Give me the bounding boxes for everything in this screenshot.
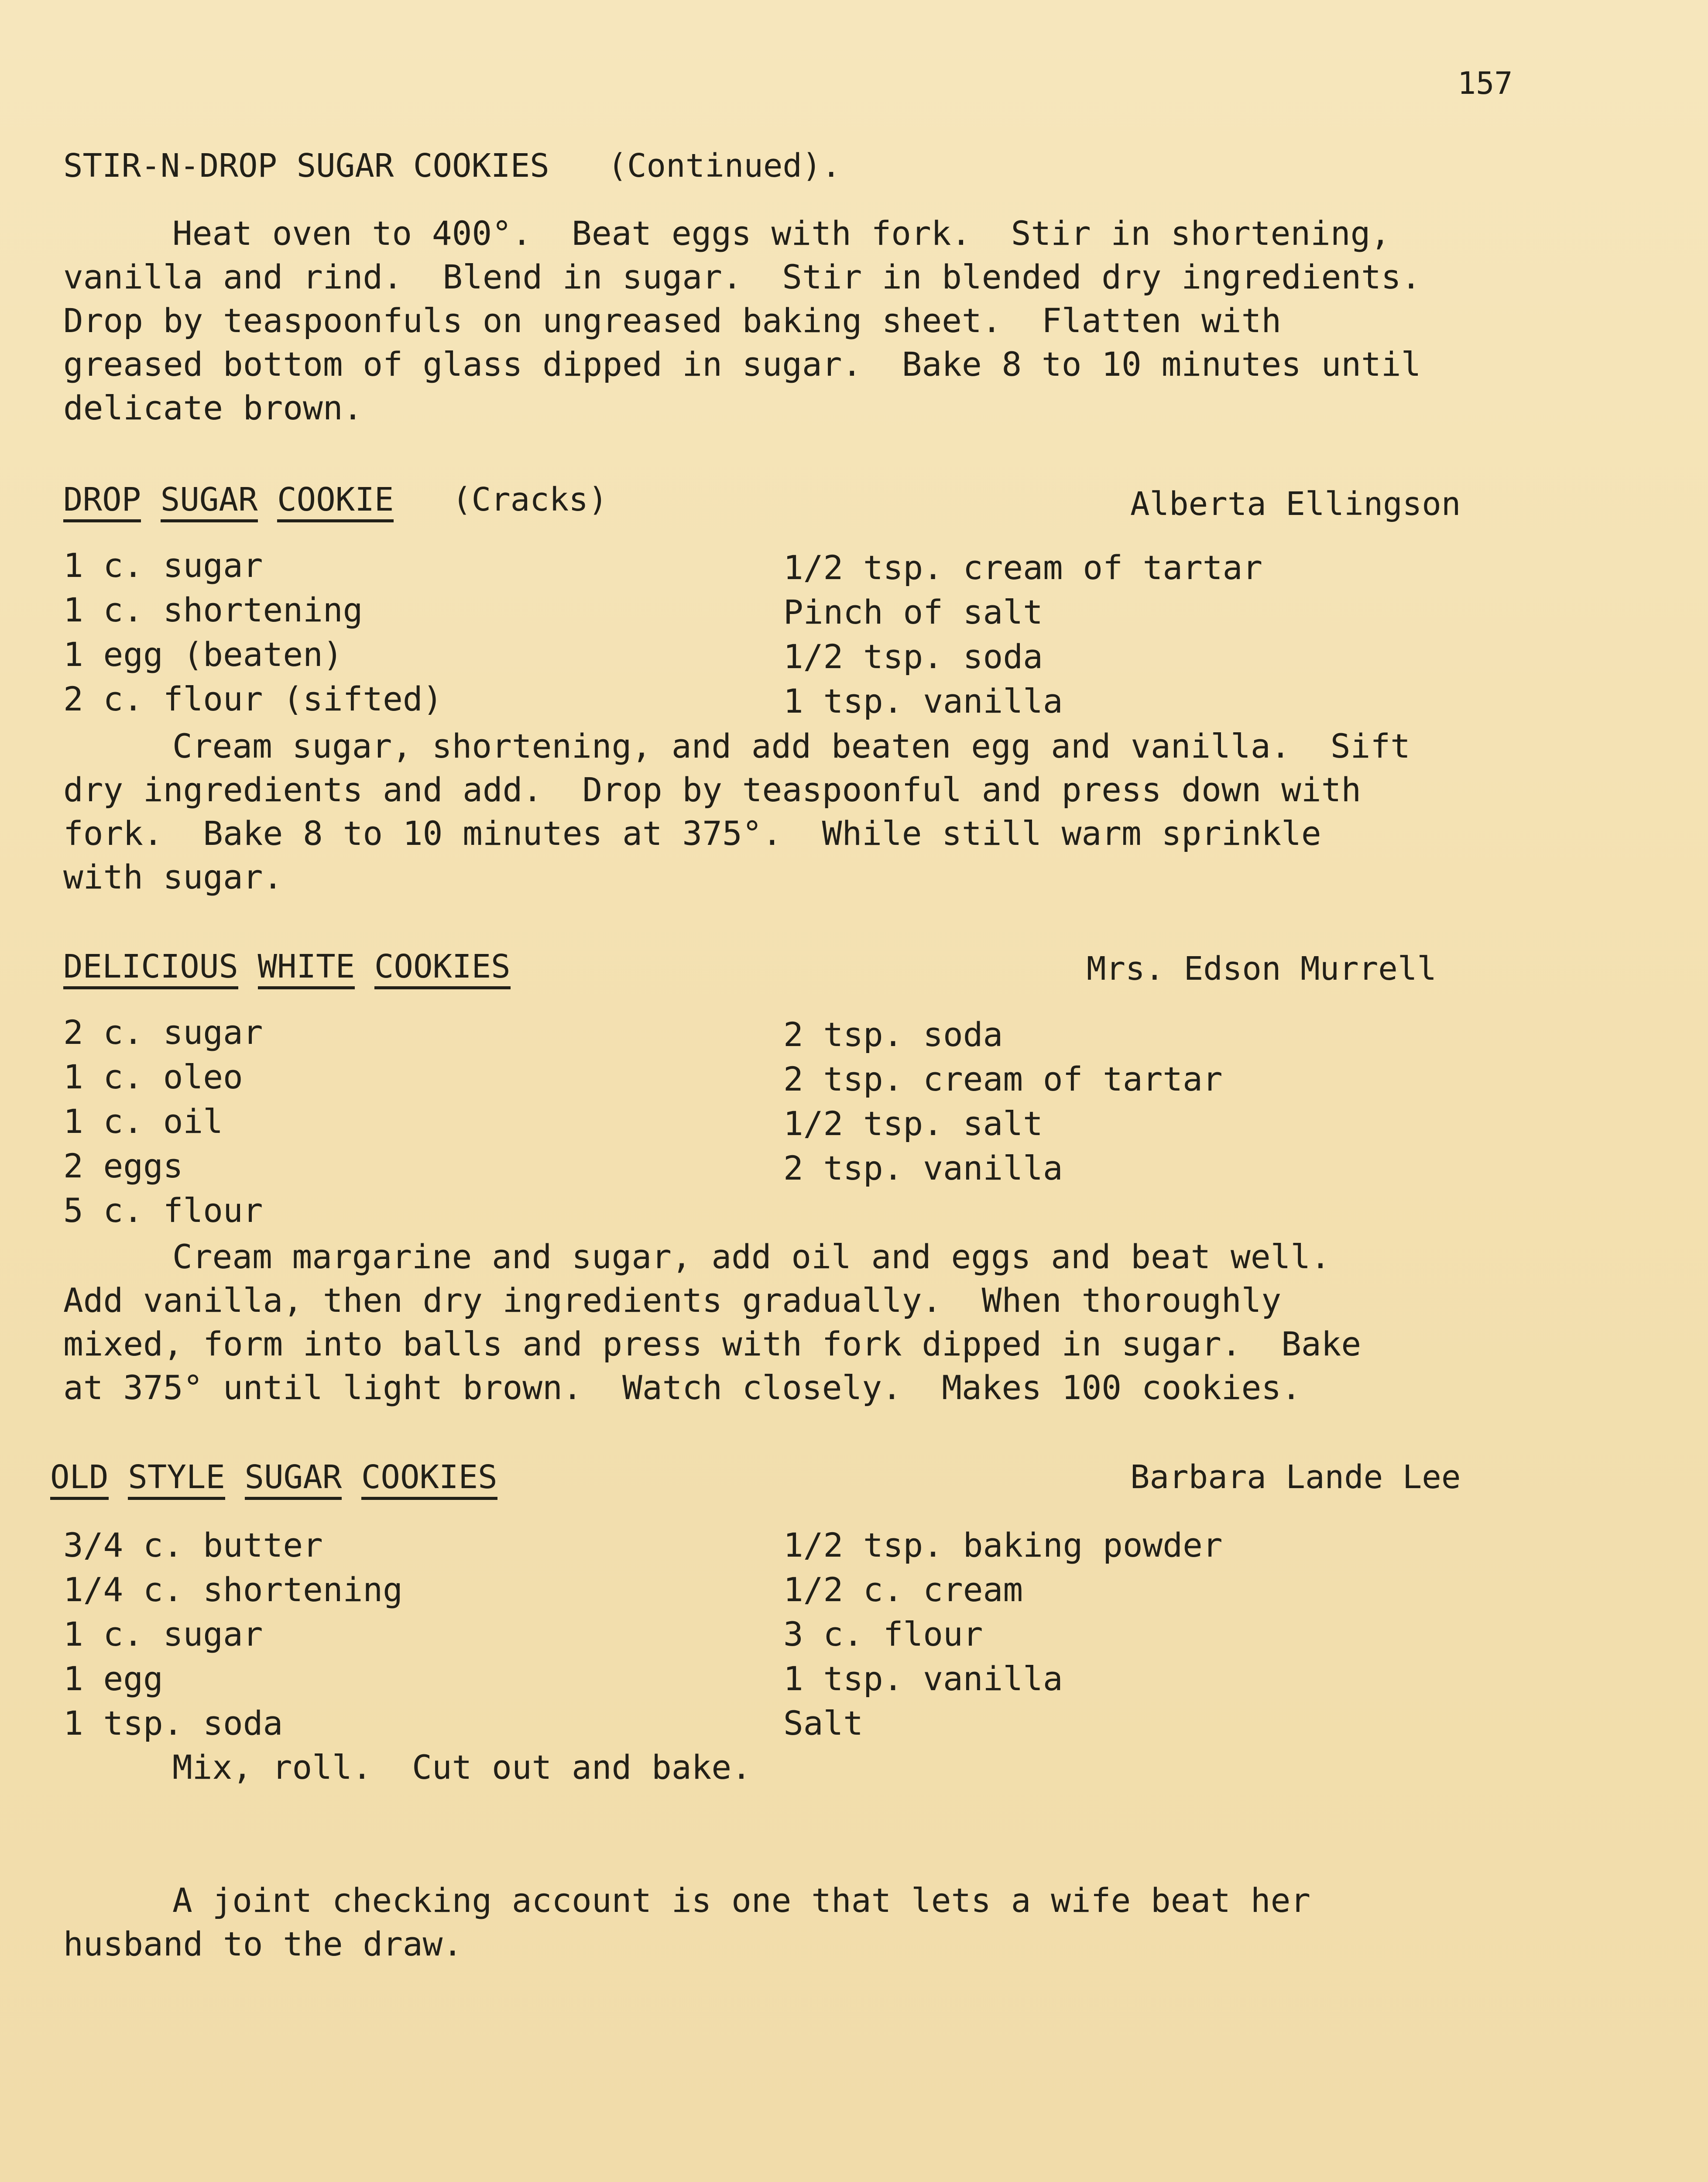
ingredient: 1/2 tsp. salt — [783, 1104, 1043, 1143]
ingredient: 1/4 c. shortening — [63, 1570, 403, 1609]
ingredient: Pinch of salt — [783, 593, 1043, 631]
ingredient: 1 egg — [63, 1659, 163, 1698]
recipe2-title-word: DELICIOUS — [63, 948, 238, 989]
recipe3-title-word: STYLE — [128, 1458, 225, 1500]
recipe2-direction-line: at 375° until light brown. Watch closely. Makes 100 cookies. — [63, 1368, 1301, 1407]
recipe2-direction-line: Cream margarine and sugar, add oil and eggs and beat well. — [172, 1237, 1331, 1276]
ingredient: 1 tsp. vanilla — [783, 682, 1063, 720]
recipe2-title-word: WHITE — [258, 948, 355, 989]
ingredient: 1 c. shortening — [63, 590, 363, 629]
section1-line: vanilla and rind. Blend in sugar. Stir in blended dry ingredients. — [63, 257, 1421, 296]
ingredient: 3 c. flour — [783, 1615, 983, 1654]
ingredient: 1/2 c. cream — [783, 1570, 1023, 1609]
recipe1-note: (Cracks) — [452, 481, 608, 518]
ingredient: 5 c. flour — [63, 1191, 263, 1230]
ingredient: 1 c. sugar — [63, 1615, 263, 1654]
ingredient: 1 c. sugar — [63, 546, 263, 585]
ingredient: 2 c. sugar — [63, 1013, 263, 1052]
ingredient: 1 c. oil — [63, 1102, 223, 1141]
recipe1-title-word: SUGAR — [161, 481, 258, 522]
recipe3-direction-line: Mix, roll. Cut out and bake. — [172, 1748, 751, 1787]
ingredient: 2 eggs — [63, 1146, 183, 1185]
ingredient: 1/2 tsp. baking powder — [783, 1526, 1223, 1564]
recipe1-title-word: COOKIE — [277, 481, 394, 522]
recipe2-title-word: COOKIES — [374, 948, 511, 989]
recipe3-title-word: OLD — [50, 1458, 109, 1500]
section1-line: greased bottom of glass dipped in sugar. Bake 8 to 10 minutes until — [63, 345, 1421, 384]
recipe1-ingredients-right — [783, 546, 1262, 724]
recipe3-ingredients-left — [63, 1523, 403, 1746]
recipe1-author: Alberta Ellingson — [1130, 485, 1461, 523]
ingredient: 1/2 tsp. cream of tartar — [783, 548, 1263, 587]
ingredient: 2 tsp. vanilla — [783, 1149, 1063, 1187]
recipe1-direction-line: Cream sugar, shortening, and add beaten egg and vanilla. Sift — [172, 727, 1410, 765]
recipe1-direction-line: fork. Bake 8 to 10 minutes at 375°. While still warm sprinkle — [63, 814, 1321, 853]
recipe1-title-word: DROP — [63, 481, 141, 522]
recipe3-title-word: COOKIES — [361, 1458, 497, 1500]
recipe3-ingredients-right — [783, 1523, 1223, 1746]
recipe2-direction-line: mixed, form into balls and press with fork dipped in sugar. Bake — [63, 1324, 1362, 1363]
recipe3-title — [50, 1455, 497, 1499]
recipe1-ingredients-left — [63, 543, 442, 721]
ingredient: 1/2 tsp. soda — [783, 637, 1043, 676]
section1-line: delicate brown. — [63, 388, 363, 427]
recipe1-direction-line: dry ingredients and add. Drop by teaspoonful and press down with — [63, 770, 1362, 809]
section1-line: Heat oven to 400°. Beat eggs with fork. Stir in shortening, — [172, 214, 1391, 253]
ingredient: 2 tsp. soda — [783, 1015, 1003, 1054]
section1-line: Drop by teaspoonfuls on ungreased baking sheet. Flatten with — [63, 301, 1282, 340]
recipe2-author: Mrs. Edson Murrell — [1087, 950, 1437, 988]
ingredient: Salt — [783, 1704, 864, 1743]
joke-line: A joint checking account is one that lets a wife beat her — [172, 1881, 1311, 1920]
ingredient: 1 tsp. vanilla — [783, 1659, 1063, 1698]
section1-heading-text: STIR-N-DROP SUGAR COOKIES — [63, 147, 549, 185]
joke-line: husband to the draw. — [63, 1925, 463, 1963]
ingredient: 1 egg (beaten) — [63, 635, 343, 674]
section1-heading-note: (Continued). — [607, 147, 841, 185]
recipe2-ingredients-left — [63, 1010, 263, 1233]
recipe2-title — [63, 945, 511, 988]
recipe2-ingredients-right — [783, 1012, 1223, 1190]
ingredient: 2 tsp. cream of tartar — [783, 1060, 1223, 1098]
recipe3-title-word: SUGAR — [245, 1458, 342, 1500]
recipe1-direction-line: with sugar. — [63, 858, 283, 896]
recipe1-title — [63, 478, 608, 521]
recipe3-author: Barbara Lande Lee — [1130, 1458, 1461, 1496]
recipe2-direction-line: Add vanilla, then dry ingredients gradually. When thoroughly — [63, 1281, 1282, 1320]
ingredient: 2 c. flour (sifted) — [63, 679, 443, 718]
ingredient: 3/4 c. butter — [63, 1526, 323, 1564]
section1-heading — [63, 144, 841, 188]
ingredient: 1 c. oleo — [63, 1057, 243, 1096]
ingredient: 1 tsp. soda — [63, 1704, 283, 1743]
page-number: 157 — [1458, 65, 1513, 101]
